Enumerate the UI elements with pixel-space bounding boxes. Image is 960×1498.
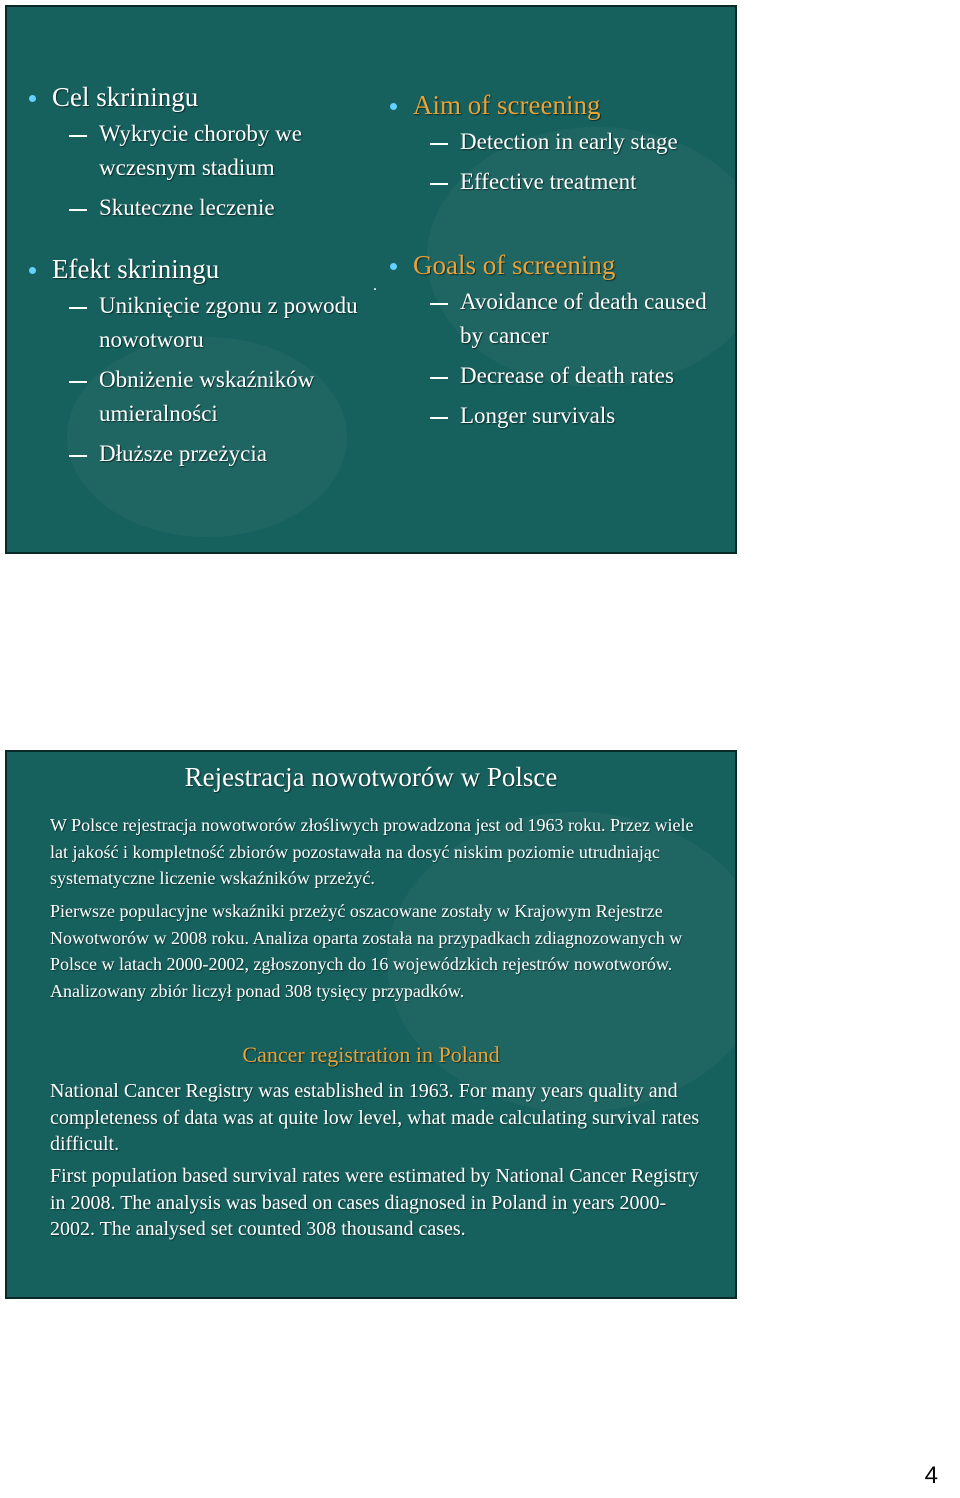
sub-list: [69, 289, 369, 471]
bullet-group-aim-pl: [29, 81, 369, 225]
bullet-heading: [29, 253, 369, 285]
slide-title-pl: Rejestracja nowotworów w Polsce: [184, 762, 558, 792]
bullet-group-goals-en: [390, 249, 730, 433]
dash-icon: [430, 125, 450, 159]
bullet-heading-text: Cel skriningu: [52, 82, 199, 112]
dash-icon: [69, 117, 89, 151]
paragraph-en-1: National Cancer Registry was established in 1963. For many years quality and completeness of data was at quite low level, what made calculating survival rates difficult.: [50, 1080, 700, 1155]
bullet-heading: [29, 81, 369, 113]
sub-list: [69, 117, 369, 225]
sub-list: [430, 285, 730, 433]
bullet-group-aim-en: [390, 89, 730, 199]
list-item-text: Uniknięcie zgonu z powodu nowotworu: [99, 293, 358, 352]
dash-icon: [430, 359, 450, 393]
bullet-heading-text: Aim of screening: [413, 90, 601, 120]
list-item: [69, 117, 369, 185]
dash-icon: [430, 399, 450, 433]
bullet-dot-icon: [29, 95, 36, 102]
list-item-text: Effective treatment: [460, 169, 637, 194]
bullet-dot-icon: [29, 267, 36, 274]
list-item-text: Obniżenie wskaźników umieralności: [99, 367, 315, 426]
bullet-heading: [390, 249, 730, 281]
list-item-text: Skuteczne leczenie: [99, 195, 275, 220]
slide-title-en: Cancer registration in Poland: [242, 1042, 500, 1067]
list-item: [430, 125, 730, 159]
list-item: [430, 285, 730, 353]
polish-column: [29, 81, 369, 477]
bullet-group-effect-pl: [29, 253, 369, 471]
sub-list: [430, 125, 730, 199]
dash-icon: [69, 191, 89, 225]
dash-icon: [69, 437, 89, 471]
bullet-heading: [390, 89, 730, 121]
list-item-text: Avoidance of death caused by cancer: [460, 289, 707, 348]
list-item: [69, 191, 369, 225]
list-item: [430, 359, 730, 393]
list-item-text: Detection in early stage: [460, 129, 678, 154]
slide-cancer-registration: [5, 750, 737, 1299]
list-item: [430, 165, 730, 199]
bullet-dot-icon: [390, 103, 397, 110]
dash-icon: [69, 289, 89, 323]
dash-icon: [430, 285, 450, 319]
list-item: [69, 289, 369, 357]
list-item-text: Wykrycie choroby we wczesnym stadium: [99, 121, 302, 180]
list-item: [69, 363, 369, 431]
slide-screening: [5, 5, 737, 554]
list-item-text: Longer survivals: [460, 403, 616, 428]
paragraph-pl-1: W Polsce rejestracja nowotworów złośliwych prowadzona jest od 1963 roku. Przez wiele lat jakość i kompletność zbiorów pozostawała na dosyć niskim poziomie utrudniając systematyczne liczenie wskaźników przeżyć.: [50, 815, 694, 888]
english-column: [390, 89, 730, 439]
dash-icon: [430, 165, 450, 199]
bullet-heading-text: Goals of screening: [413, 250, 616, 280]
paragraph-en-2: First population based survival rates were estimated by National Cancer Registry in 2008. The analysis was based on cases diagnosed in Poland in years 2000-2002. The analysed set counted 308 thousand cases.: [50, 1165, 699, 1240]
dash-icon: [69, 363, 89, 397]
list-item: [69, 437, 369, 471]
bullet-heading-text: Efekt skriningu: [52, 254, 220, 284]
list-item-text: Decrease of death rates: [460, 363, 674, 388]
paragraph-pl-2: Pierwsze populacyjne wskaźniki przeżyć oszacowane zostały w Krajowym Rejestrze Nowotworów w 2008 roku. Analiza oparta została na przypadkach zdiagnozowanych w Polsce w latach 2000-2002, zgłoszonych do 16 wojewódzkich rejestrów nowotworów. Analizowany zbiór liczył ponad 308 tysięcy przypadków.: [50, 901, 683, 1001]
list-item: [430, 399, 730, 433]
page-number: 4: [924, 1462, 938, 1489]
list-item-text: Dłuższe przeżycia: [99, 441, 267, 466]
separator-dot: .: [373, 277, 377, 294]
bullet-dot-icon: [390, 263, 397, 270]
